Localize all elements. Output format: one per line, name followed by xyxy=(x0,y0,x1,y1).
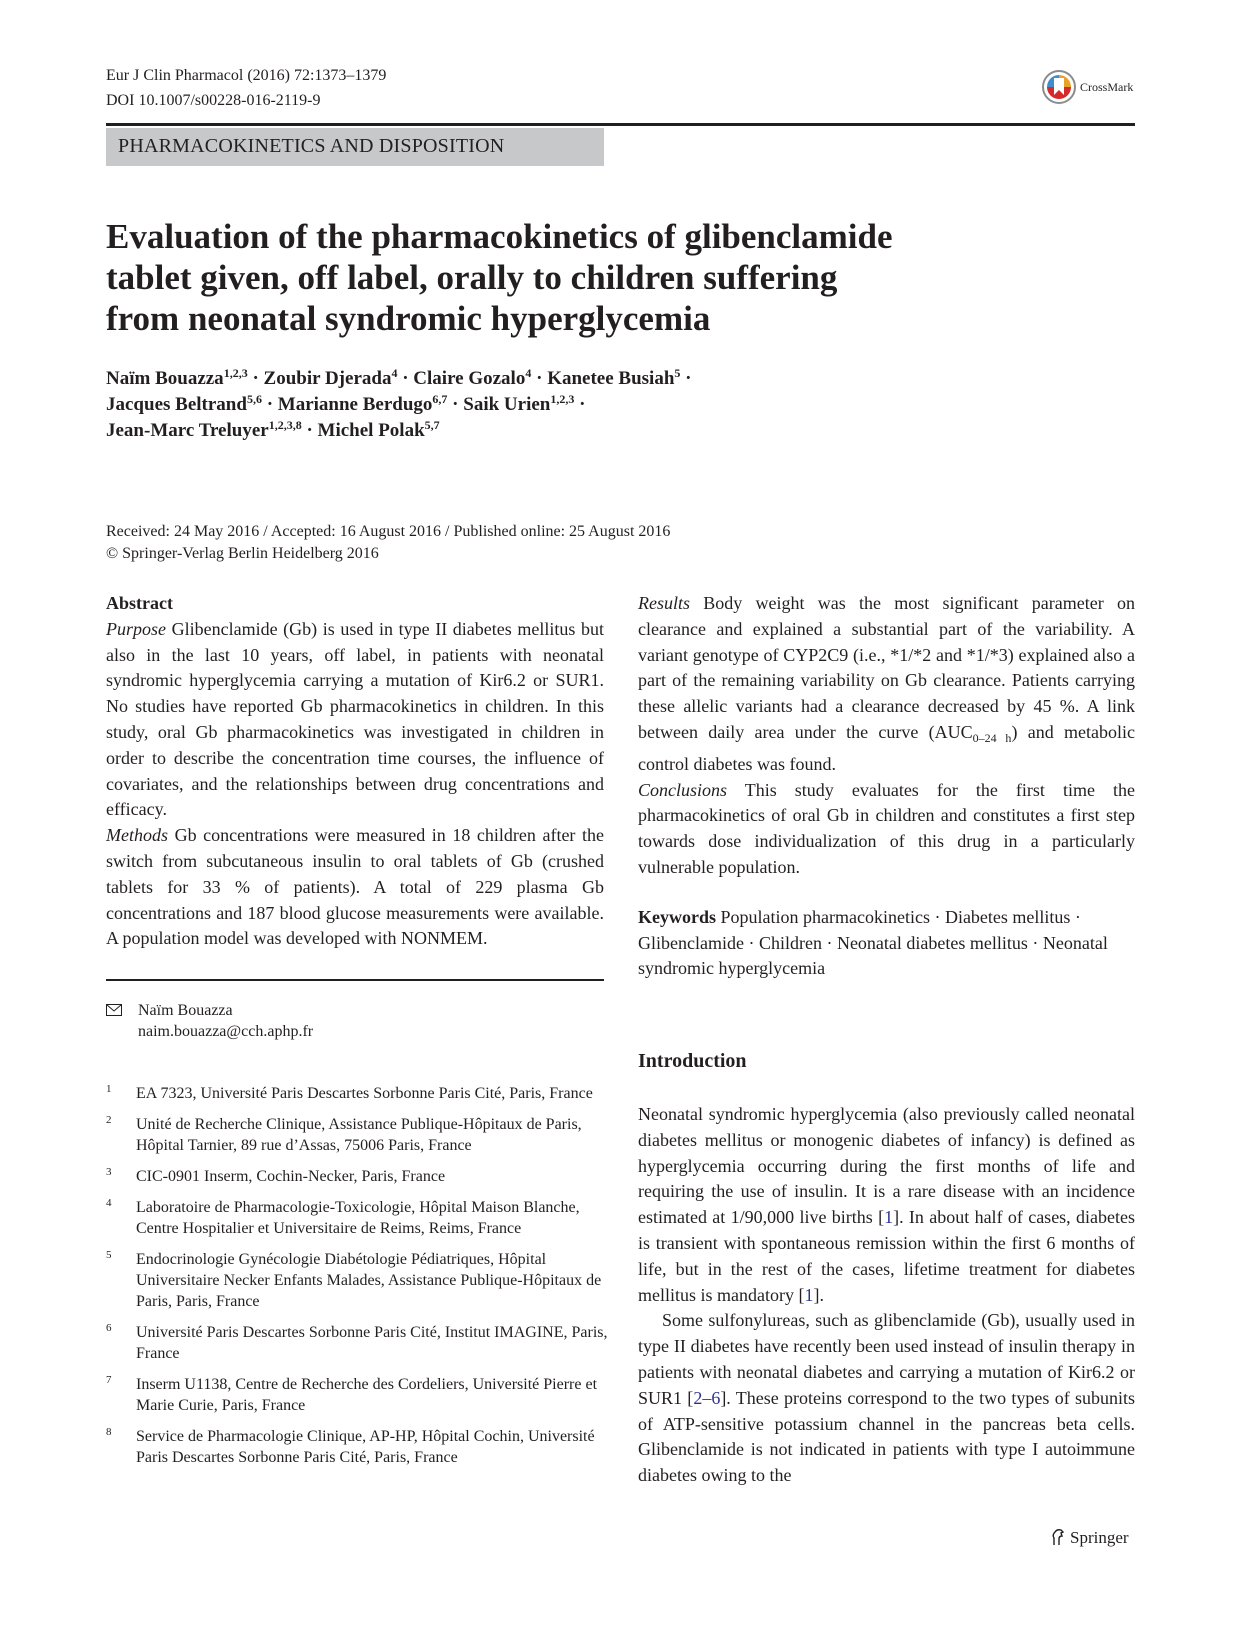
springer-horse-icon xyxy=(1050,1528,1066,1546)
results-text-a: Body weight was the most significant parameter on clearance and explained a substantial part of the variability. A variant genotype of CYP2C9 (i.e., *1/*2 and *1/*3) explained also a part of the remaining variability on Gb clearance. Patients carrying these allelic variants had a clearance decreased by 45 %. A link between daily area under the curve (AUC xyxy=(638,593,1135,742)
affiliation-item xyxy=(106,1197,612,1239)
abstract-left xyxy=(106,591,604,952)
footnote-rule xyxy=(106,979,604,981)
purpose-text: Glibenclamide (Gb) is used in type II diabetes mellitus but also in the last 10 years, off label, in patients with neonatal syndromic hyperglycemia carrying a mutation of Kir6.2 or SUR1. No studies have reported Gb pharmacokinetics in children. In this study, oral Gb pharmacokinetics was investigated in children in order to describe the concentration time courses, the influence of covariates, and the relationships between drug concentrations and efficacy. xyxy=(106,618,604,820)
intro-text: Some sulfonylureas, such as glibenclamide (Gb), usually used in type II diabetes have recently been used instead of insulin therapy in patients with neonatal diabetes and carrying a mutation of Kir6.2 or SUR1 [ xyxy=(638,1310,1135,1408)
author-separator: · xyxy=(402,368,409,389)
abstract-methods xyxy=(106,823,604,952)
affiliation-item xyxy=(106,1426,612,1468)
title-line-3: from neonatal syndromic hyperglycemia xyxy=(106,299,711,338)
author-separator: · xyxy=(685,368,692,389)
intro-text: Neonatal syndromic hyperglycemia (also previously called neonatal diabetes mellitus or monogenic diabetes of infancy) is defined as hyperglycemia occurring during the first months of life and requiring the use of insulin. It is a rare disease with an incidence estimated at 1/90,000 live births [ xyxy=(638,1104,1135,1228)
affiliation-text: Université Paris Descartes Sorbonne Paris Cité, Institut IMAGINE, Paris, France xyxy=(136,1324,608,1362)
affiliation-text: Laboratoire de Pharmacologie-Toxicologie, Hôpital Maison Blanche, Centre Hospitalier et Universitaire de Reims, Reims, France xyxy=(136,1199,580,1237)
intro-paragraph-2 xyxy=(638,1308,1135,1489)
citation-link[interactable]: 2–6 xyxy=(693,1387,721,1408)
title-line-2: tablet given, off label, orally to children suffering xyxy=(106,258,838,297)
publisher-logo xyxy=(1050,1528,1129,1548)
methods-label: Methods xyxy=(106,825,168,846)
author-name[interactable]: Kanetee Busiah xyxy=(547,368,675,389)
affiliation-number: 6 xyxy=(106,1322,112,1334)
author-name[interactable]: Jean-Marc Treluyer xyxy=(106,420,269,441)
affiliation-item xyxy=(106,1083,612,1104)
correspondence-email[interactable]: naim.bouazza@cch.aphp.fr xyxy=(138,1023,314,1040)
title-line-1: Evaluation of the pharmacokinetics of glibenclamide xyxy=(106,217,893,256)
introduction-heading: Introduction xyxy=(638,1050,747,1072)
author-affiliation: 4 xyxy=(525,366,532,380)
section-banner xyxy=(106,128,604,166)
affiliation-number: 4 xyxy=(106,1197,112,1209)
affiliation-text: Unité de Recherche Clinique, Assistance Publique-Hôpitaux de Paris, Hôpital Tarnier, 89 rue d’Assas, 75006 Paris, France xyxy=(136,1116,582,1154)
affiliation-item xyxy=(106,1374,612,1416)
crossmark-icon xyxy=(1042,70,1076,104)
intro-paragraph-1 xyxy=(638,1102,1135,1308)
author-separator: · xyxy=(452,394,459,415)
publication-dates xyxy=(106,521,670,565)
doi[interactable]: DOI 10.1007/s00228-016-2119-9 xyxy=(106,92,321,109)
affiliations xyxy=(106,1083,612,1478)
author-list xyxy=(106,366,886,444)
affiliation-number: 1 xyxy=(106,1083,112,1095)
affiliation-item xyxy=(106,1322,612,1364)
affiliation-text: Service de Pharmacologie Clinique, AP-HP, Hôpital Cochin, Université Paris Descartes Sorbonne Paris Cité, Paris, France xyxy=(136,1428,595,1466)
affiliation-item xyxy=(106,1114,612,1156)
author-affiliation: 5,7 xyxy=(424,418,440,432)
author-name[interactable]: Marianne Berdugo xyxy=(277,394,433,415)
abstract-right xyxy=(638,591,1135,982)
envelope-icon xyxy=(106,1004,122,1016)
intro-text: ]. In about half of cases, diabetes is transient with spontaneous remission within the first 6 months of life, but in the rest of the cases, lifetime treatment for diabetes mellitus is mandatory [ xyxy=(638,1207,1135,1305)
affiliation-text: CIC-0901 Inserm, Cochin-Necker, Paris, France xyxy=(136,1168,446,1185)
author-separator: · xyxy=(306,420,313,441)
results-text-b: ) and metabolic control diabetes was found. xyxy=(638,721,1135,774)
author-name[interactable]: Zoubir Djerada xyxy=(263,368,392,389)
abstract-heading: Abstract xyxy=(106,593,173,613)
header-rule xyxy=(106,123,1135,126)
correspondence-text xyxy=(138,1000,313,1042)
abstract-results xyxy=(638,591,1135,778)
article-title xyxy=(106,216,986,339)
affiliation-number: 2 xyxy=(106,1114,112,1126)
intro-text: ]. xyxy=(813,1284,824,1305)
publisher-name: Springer xyxy=(1070,1528,1129,1547)
abstract-conclusions xyxy=(638,778,1135,881)
author-affiliation: 1,2,3 xyxy=(223,366,248,380)
crossmark-label: CrossMark xyxy=(1080,80,1134,94)
author-separator: · xyxy=(266,394,274,415)
author-name[interactable]: Claire Gozalo xyxy=(413,368,526,389)
abstract-purpose xyxy=(106,617,604,823)
author-affiliation: 1,2,3 xyxy=(550,392,575,406)
author-affiliation: 6,7 xyxy=(432,392,448,406)
author-affiliation: 5,6 xyxy=(246,392,262,406)
citation-link[interactable]: 1 xyxy=(884,1207,894,1228)
purpose-label: Purpose xyxy=(106,618,166,639)
author-line-1 xyxy=(106,366,886,392)
correspondence-name: Naïm Bouazza xyxy=(138,1002,233,1019)
affiliation-item xyxy=(106,1249,612,1312)
affiliation-item xyxy=(106,1166,612,1187)
journal-citation: Eur J Clin Pharmacol (2016) 72:1373–1379 xyxy=(106,67,387,84)
author-separator: · xyxy=(252,368,259,389)
affiliation-text: Inserm U1138, Centre de Recherche des Cordeliers, Université Pierre et Marie Curie, Paris, France xyxy=(136,1376,598,1414)
keywords xyxy=(638,905,1135,982)
affiliation-number: 5 xyxy=(106,1249,112,1261)
citation-link[interactable]: 1 xyxy=(804,1284,814,1305)
journal-info xyxy=(106,63,386,113)
author-separator: · xyxy=(536,368,543,389)
author-name[interactable]: Saik Urien xyxy=(463,394,551,415)
methods-text: Gb concentrations were measured in 18 children after the switch from subcutaneous insulin to oral tablets of Gb (crushed tablets for 33 % of patients). A total of 229 plasma Gb concentrations and 187 blood glucose measurements were available. A population model was developed with NONMEM. xyxy=(106,825,604,949)
affiliation-number: 8 xyxy=(106,1426,112,1438)
author-line-3 xyxy=(106,418,886,444)
author-affiliation: 4 xyxy=(391,366,398,380)
introduction-body xyxy=(638,1102,1135,1489)
author-name[interactable]: Naïm Bouazza xyxy=(106,368,224,389)
affiliation-text: EA 7323, Université Paris Descartes Sorbonne Paris Cité, Paris, France xyxy=(136,1085,593,1102)
section-label: PHARMACOKINETICS AND DISPOSITION xyxy=(118,135,505,157)
auc-subscript: 0–24 h xyxy=(972,730,1012,745)
conclusions-label: Conclusions xyxy=(638,779,728,800)
conclusions-text: This study evaluates for the first time the pharmacokinetics of oral Gb in children and constitutes a first step towards dose individualization of this drug in a particularly vulnerable population. xyxy=(638,779,1135,877)
copyright: © Springer-Verlag Berlin Heidelberg 2016 xyxy=(106,545,379,562)
author-name[interactable]: Michel Polak xyxy=(317,420,425,441)
intro-text: ]. These proteins correspond to the two types of subunits of ATP-sensitive potassium channel in the pancreas beta cells. Glibenclamide is not indicated in patients with type I autoimmune diabetes owing to the xyxy=(638,1387,1136,1486)
author-affiliation: 1,2,3,8 xyxy=(268,418,302,432)
author-separator: · xyxy=(579,394,586,415)
keywords-label: Keywords xyxy=(638,906,716,927)
affiliation-number: 7 xyxy=(106,1374,112,1386)
affiliation-text: Endocrinologie Gynécologie Diabétologie Pédiatriques, Hôpital Universitaire Necker Enfants Malades, Assistance Publique-Hôpitaux de Paris, Paris, France xyxy=(136,1251,602,1310)
history-dates: Received: 24 May 2016 / Accepted: 16 August 2016 / Published online: 25 August 2016 xyxy=(106,523,671,540)
author-line-2 xyxy=(106,392,886,418)
author-name[interactable]: Jacques Beltrand xyxy=(106,394,247,415)
author-affiliation: 5 xyxy=(674,366,681,380)
keywords-text: Population pharmacokinetics · Diabetes mellitus · Glibenclamide · Children · Neonatal diabetes mellitus · Neonatal syndromic hyperglycemia xyxy=(638,906,1108,979)
results-label: Results xyxy=(638,593,690,613)
affiliation-number: 3 xyxy=(106,1166,112,1178)
